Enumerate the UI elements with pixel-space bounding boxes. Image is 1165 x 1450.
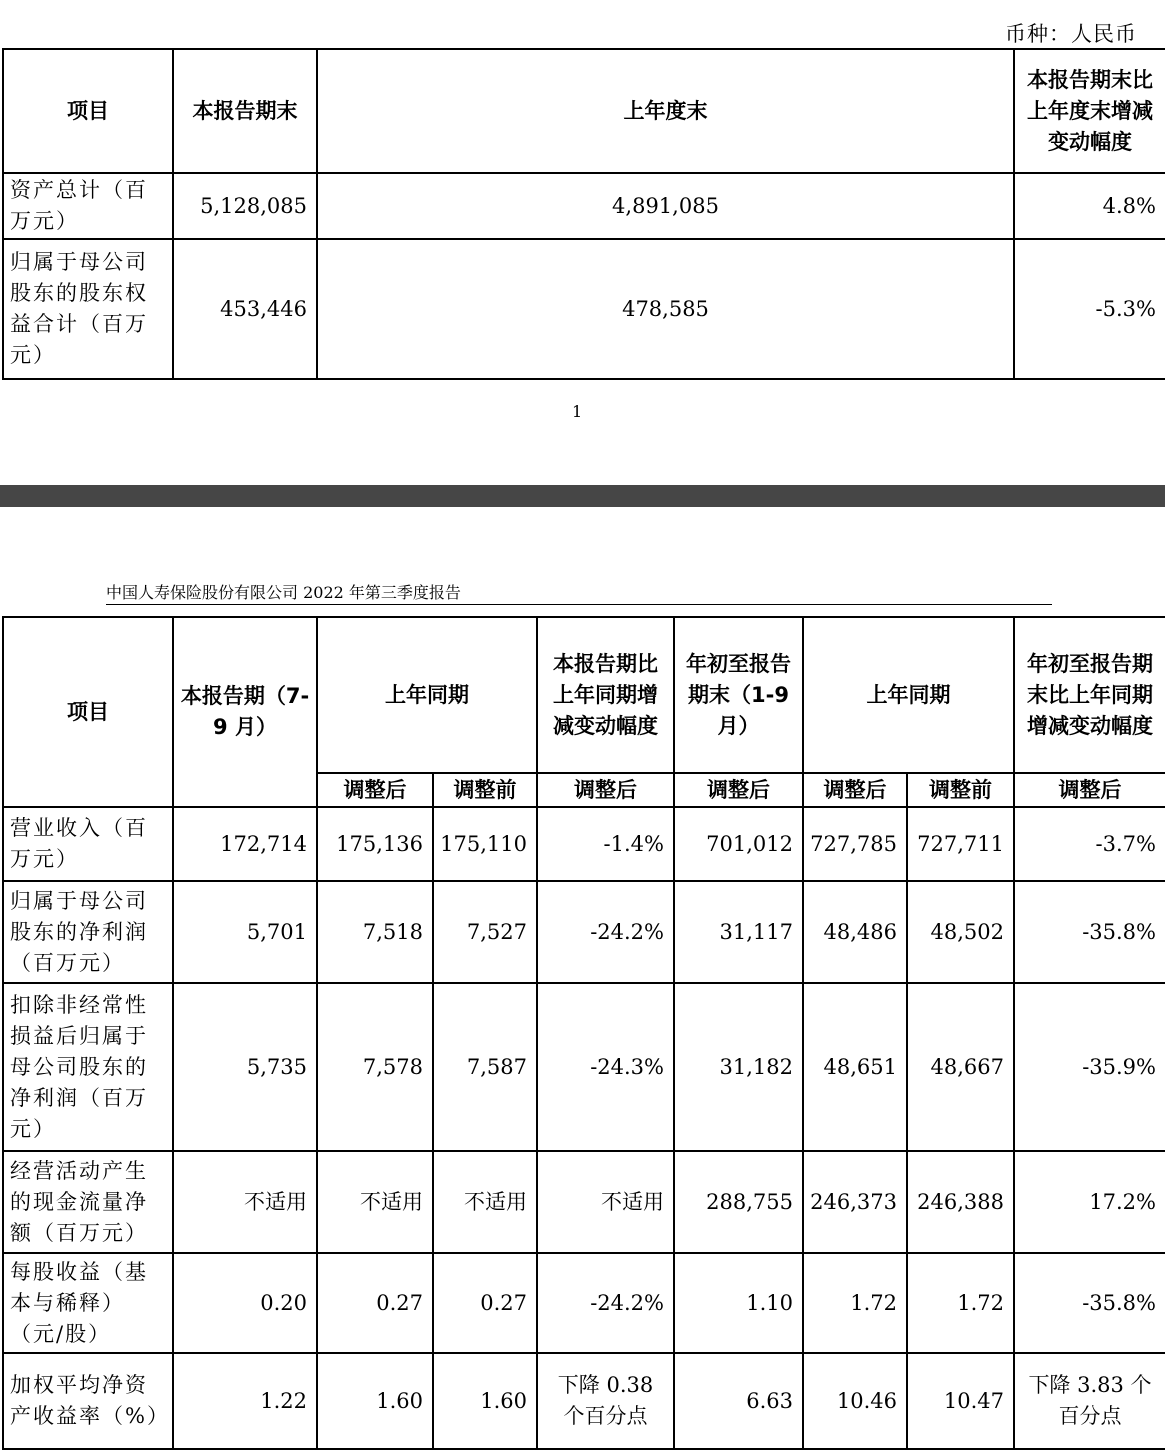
cell-value: 31,117 xyxy=(674,881,803,983)
cell-value: 1.72 xyxy=(907,1253,1014,1353)
cell-value: 172,714 xyxy=(173,807,317,881)
cell-value: 17.2% xyxy=(1014,1151,1165,1253)
cell-value: -35.8% xyxy=(1014,881,1165,983)
cell-value: 7,518 xyxy=(317,881,433,983)
cell-value: 不适用 xyxy=(173,1151,317,1253)
table-row xyxy=(3,1253,1165,1353)
header-prior-period: 上年同期 xyxy=(317,617,537,773)
cell-value: 4,891,085 xyxy=(317,173,1014,239)
row-label: 扣除非经常性损益后归属于母公司股东的净利润（百万元） xyxy=(3,983,173,1151)
row-label: 资产总计（百万元） xyxy=(3,173,173,239)
cell-value: -35.8% xyxy=(1014,1253,1165,1353)
cell-value: 1.72 xyxy=(803,1253,907,1353)
cell-value: 下降 3.83 个百分点 xyxy=(1014,1353,1165,1449)
subheader-adjusted-before: 调整前 xyxy=(433,773,537,807)
balance-sheet-table xyxy=(2,48,1165,380)
table-header-row xyxy=(3,617,1165,773)
cell-value: 1.60 xyxy=(317,1353,433,1449)
header-ytd-change: 年初至报告期末比上年同期增减变动幅度 xyxy=(1014,617,1165,773)
income-table-body xyxy=(3,807,1165,1449)
cell-value: 246,373 xyxy=(803,1151,907,1253)
income-table xyxy=(2,616,1165,1450)
cell-value: 31,182 xyxy=(674,983,803,1151)
cell-value: 727,711 xyxy=(907,807,1014,881)
cell-value: 0.20 xyxy=(173,1253,317,1353)
row-label: 经营活动产生的现金流量净额（百万元） xyxy=(3,1151,173,1253)
table-row xyxy=(3,807,1165,881)
cell-value: 不适用 xyxy=(433,1151,537,1253)
cell-value: -24.2% xyxy=(537,1253,674,1353)
cell-value: 48,502 xyxy=(907,881,1014,983)
cell-value: 5,128,085 xyxy=(173,173,317,239)
cell-value: 下降 0.38 个百分点 xyxy=(537,1353,674,1449)
header-current-period: 本报告期（7-9 月） xyxy=(173,617,317,807)
cell-value: 453,446 xyxy=(173,239,317,379)
table-row xyxy=(3,1353,1165,1449)
subheader-adjusted-after: 调整后 xyxy=(1014,773,1165,807)
cell-value: -24.3% xyxy=(537,983,674,1151)
cell-value: 4.8% xyxy=(1014,173,1165,239)
cell-value: 288,755 xyxy=(674,1151,803,1253)
cell-value: 7,578 xyxy=(317,983,433,1151)
header-current-period-end: 本报告期末 xyxy=(173,49,317,173)
header-ytd: 年初至报告期末（1-9 月） xyxy=(674,617,803,773)
row-label: 营业收入（百万元） xyxy=(3,807,173,881)
cell-value: 701,012 xyxy=(674,807,803,881)
header-prior-ytd: 上年同期 xyxy=(803,617,1014,773)
cell-value: 727,785 xyxy=(803,807,907,881)
report-title: 中国人寿保险股份有限公司 2022 年第三季度报告 xyxy=(106,583,461,602)
currency-note: 币种：人民币 xyxy=(1005,22,1137,46)
header-change: 本报告期末比上年度末增减变动幅度 xyxy=(1014,49,1165,173)
page-divider xyxy=(0,485,1165,507)
cell-value: 不适用 xyxy=(537,1151,674,1253)
cell-value: 1.60 xyxy=(433,1353,537,1449)
cell-value: 246,388 xyxy=(907,1151,1014,1253)
cell-value: 478,585 xyxy=(317,239,1014,379)
header-period-change: 本报告期比上年同期增减变动幅度 xyxy=(537,617,674,773)
cell-value: 175,136 xyxy=(317,807,433,881)
cell-value: 6.63 xyxy=(674,1353,803,1449)
subheader-adjusted-before: 调整前 xyxy=(907,773,1014,807)
cell-value: -35.9% xyxy=(1014,983,1165,1151)
cell-value: 7,527 xyxy=(433,881,537,983)
cell-value: 5,735 xyxy=(173,983,317,1151)
table-row xyxy=(3,1151,1165,1253)
table-row xyxy=(3,983,1165,1151)
cell-value: 不适用 xyxy=(317,1151,433,1253)
subheader-adjusted-after: 调整后 xyxy=(674,773,803,807)
cell-value: 1.22 xyxy=(173,1353,317,1449)
cell-value: 10.47 xyxy=(907,1353,1014,1449)
cell-value: -24.2% xyxy=(537,881,674,983)
cell-value: 10.46 xyxy=(803,1353,907,1449)
page-number: 1 xyxy=(572,402,583,421)
row-label: 归属于母公司股东的净利润（百万元） xyxy=(3,881,173,983)
cell-value: -3.7% xyxy=(1014,807,1165,881)
cell-value: 0.27 xyxy=(433,1253,537,1353)
cell-value: -1.4% xyxy=(537,807,674,881)
title-underline xyxy=(106,604,1052,605)
cell-value: 48,667 xyxy=(907,983,1014,1151)
cell-value: 175,110 xyxy=(433,807,537,881)
cell-value: -5.3% xyxy=(1014,239,1165,379)
cell-value: 7,587 xyxy=(433,983,537,1151)
subheader-adjusted-after: 调整后 xyxy=(803,773,907,807)
subheader-adjusted-after: 调整后 xyxy=(317,773,433,807)
header-item: 项目 xyxy=(3,617,173,807)
cell-value: 1.10 xyxy=(674,1253,803,1353)
cell-value: 5,701 xyxy=(173,881,317,983)
table-row xyxy=(3,881,1165,983)
cell-value: 0.27 xyxy=(317,1253,433,1353)
table-row xyxy=(3,173,1165,239)
cell-value: 48,651 xyxy=(803,983,907,1151)
row-label: 每股收益（基本与稀释）（元/股） xyxy=(3,1253,173,1353)
row-label: 归属于母公司股东的股东权益合计（百万元） xyxy=(3,239,173,379)
cell-value: 48,486 xyxy=(803,881,907,983)
subheader-adjusted-after: 调整后 xyxy=(537,773,674,807)
table-row xyxy=(3,239,1165,379)
header-item: 项目 xyxy=(3,49,173,173)
row-label: 加权平均净资产收益率（%） xyxy=(3,1353,173,1449)
table-header-row xyxy=(3,49,1165,173)
header-prior-year-end: 上年度末 xyxy=(317,49,1014,173)
